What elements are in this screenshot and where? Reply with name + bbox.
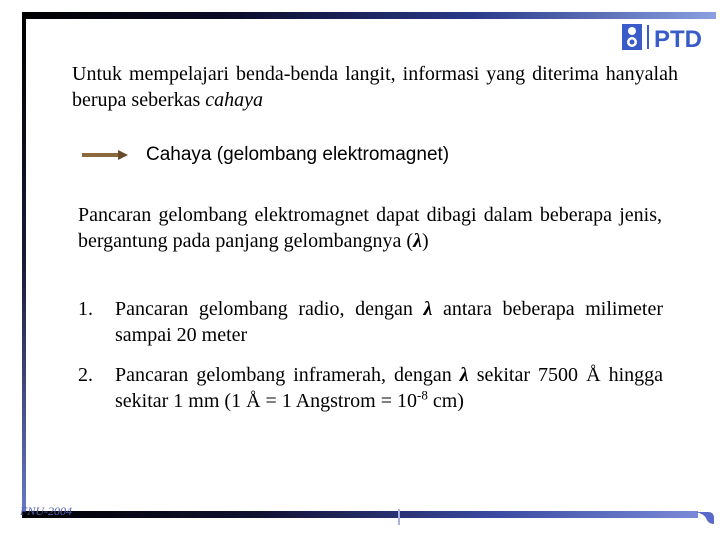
paren-close: ) bbox=[421, 230, 429, 252]
lambda-symbol: λ bbox=[423, 298, 433, 320]
frame-left-bar bbox=[22, 12, 26, 518]
list-item-after: sekitar 7500 Å hingga sekitar 1 mm (1 Å = 1 Angstrom = 10 bbox=[115, 364, 663, 412]
frame-bottom-bar bbox=[22, 511, 698, 518]
spectrum-text: Pancaran gelombang elektromagnet dapat dibagi dalam beberapa jenis, bergantung pada panjang gelombangnya ( bbox=[78, 204, 662, 252]
list-number: 1. bbox=[78, 298, 93, 320]
arrow-caption: Cahaya (gelombang elektromagnet) bbox=[146, 144, 450, 165]
list-item bbox=[78, 362, 663, 414]
frame-top-bar bbox=[24, 12, 716, 19]
list-item-text bbox=[115, 296, 663, 348]
list-item-tail: cm) bbox=[427, 390, 464, 412]
ptd-logo bbox=[620, 22, 706, 52]
spectrum-paragraph bbox=[78, 202, 662, 254]
footer-label: FNU-2004 bbox=[20, 504, 72, 518]
list-number: 2. bbox=[78, 364, 93, 386]
intro-text: Untuk mempelajari benda-benda langit, informasi yang diterima hanyalah berupa seberkas bbox=[72, 63, 678, 111]
list-item bbox=[78, 296, 663, 348]
list-item-before: Pancaran gelombang radio, dengan bbox=[115, 298, 424, 320]
list-item-before: Pancaran gelombang inframerah, dengan bbox=[115, 364, 460, 386]
frame-corner-curl bbox=[694, 504, 716, 526]
intro-emphasis: cahaya bbox=[205, 89, 264, 111]
lambda-symbol: λ bbox=[459, 364, 469, 386]
intro-paragraph bbox=[72, 61, 678, 113]
list-item-after: antara beberapa milimeter sampai 20 meter bbox=[115, 298, 663, 346]
logo-text: PTD bbox=[654, 26, 702, 52]
lambda-symbol: λ bbox=[413, 230, 422, 252]
frame-bottom-tick bbox=[398, 509, 400, 525]
list-item-text bbox=[115, 362, 663, 414]
arrow-icon bbox=[82, 149, 128, 161]
exponent: -8 bbox=[416, 387, 428, 403]
